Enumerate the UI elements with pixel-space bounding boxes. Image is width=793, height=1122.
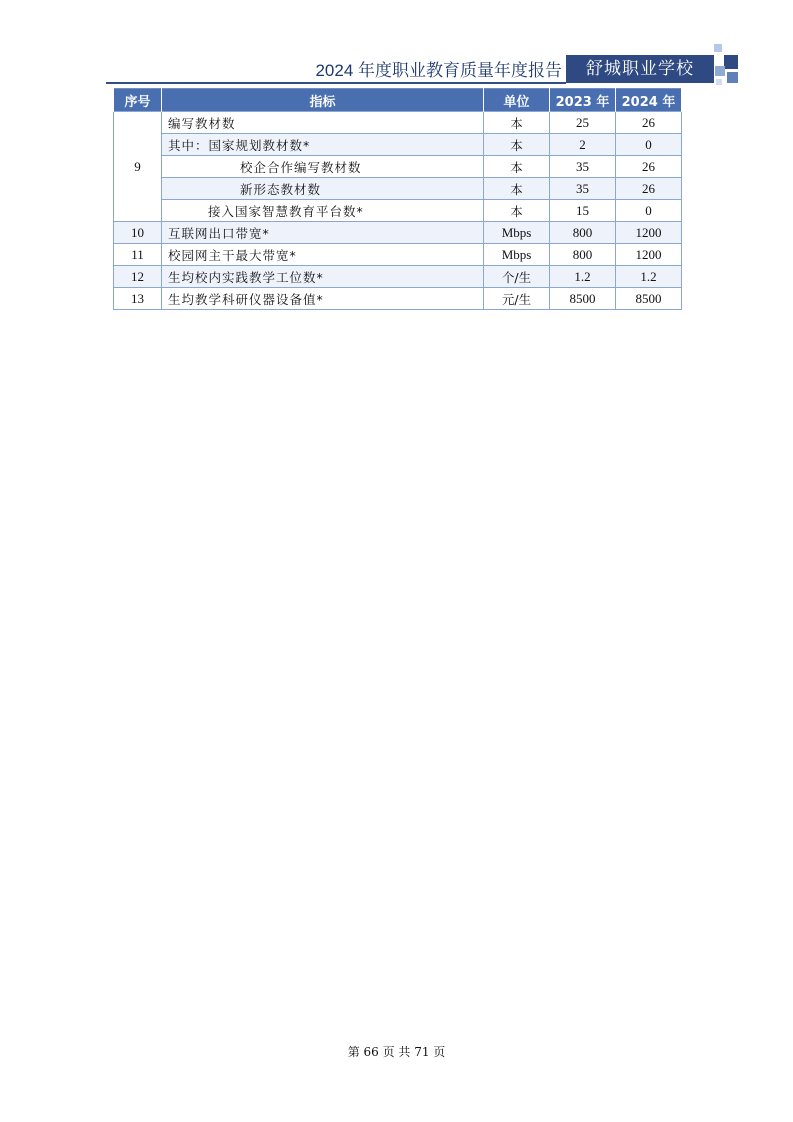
value-2023-cell: 1.2: [550, 266, 616, 288]
decor-square: [714, 44, 722, 52]
decor-square: [724, 55, 738, 69]
page-number: 第 66 页 共 71 页: [347, 1045, 446, 1059]
report-title: 2024 年度职业教育质量年度报告: [315, 61, 562, 80]
indicator-cell: 互联网出口带宽*: [162, 222, 484, 244]
seq-cell: 10: [114, 222, 162, 244]
table-row: [114, 112, 682, 134]
unit-cell: 本: [484, 112, 550, 134]
seq-cell: 12: [114, 266, 162, 288]
seq-cell: 13: [114, 288, 162, 310]
col-header-seq: 序号: [114, 89, 162, 112]
value-2023-cell: 15: [550, 200, 616, 222]
value-2024-cell: 26: [616, 178, 682, 200]
value-2024-cell: 1200: [616, 244, 682, 266]
value-2023-cell: 800: [550, 222, 616, 244]
unit-cell: 本: [484, 134, 550, 156]
unit-cell: 本: [484, 178, 550, 200]
value-2024-cell: 1200: [616, 222, 682, 244]
value-2024-cell: 8500: [616, 288, 682, 310]
col-header-indicator: 指标: [162, 89, 484, 112]
indicator-cell: 生均校内实践教学工位数*: [162, 266, 484, 288]
col-header-2024: 2024 年: [616, 89, 682, 112]
value-2023-cell: 2: [550, 134, 616, 156]
value-2023-cell: 25: [550, 112, 616, 134]
decor-square: [716, 79, 722, 85]
unit-cell: 元/生: [484, 288, 550, 310]
value-2024-cell: 1.2: [616, 266, 682, 288]
table-row: [114, 222, 682, 244]
seq-cell: 9: [114, 112, 162, 222]
value-2023-cell: 35: [550, 178, 616, 200]
unit-cell: 本: [484, 156, 550, 178]
seq-cell: 11: [114, 244, 162, 266]
value-2024-cell: 0: [616, 200, 682, 222]
unit-cell: 个/生: [484, 266, 550, 288]
unit-cell: Mbps: [484, 244, 550, 266]
table-row: [114, 266, 682, 288]
indicator-cell: 生均教学科研仪器设备值*: [162, 288, 484, 310]
indicator-cell: 新形态教材数: [162, 178, 484, 200]
school-name-badge: 舒城职业学校: [566, 55, 714, 83]
table-row: [114, 200, 682, 222]
indicator-cell: 其中：国家规划教材数*: [162, 134, 484, 156]
table-row: [114, 288, 682, 310]
value-2023-cell: 8500: [550, 288, 616, 310]
col-header-2023: 2023 年: [550, 89, 616, 112]
header-divider: [106, 82, 566, 84]
col-header-unit: 单位: [484, 89, 550, 112]
decor-square: [715, 66, 725, 76]
table-row: [114, 244, 682, 266]
unit-cell: Mbps: [484, 222, 550, 244]
table-row: [114, 134, 682, 156]
indicator-table: [113, 88, 682, 310]
indicator-cell: 校园网主干最大带宽*: [162, 244, 484, 266]
value-2023-cell: 35: [550, 156, 616, 178]
value-2023-cell: 800: [550, 244, 616, 266]
indicator-cell: 编写教材数: [162, 112, 484, 134]
indicator-cell: 校企合作编写教材数: [162, 156, 484, 178]
unit-cell: 本: [484, 200, 550, 222]
value-2024-cell: 26: [616, 156, 682, 178]
table-row: [114, 156, 682, 178]
indicator-cell: 接入国家智慧教育平台数*: [162, 200, 484, 222]
value-2024-cell: 0: [616, 134, 682, 156]
table-header-row: [114, 89, 682, 112]
decor-square: [727, 72, 738, 83]
table-row: [114, 178, 682, 200]
value-2024-cell: 26: [616, 112, 682, 134]
